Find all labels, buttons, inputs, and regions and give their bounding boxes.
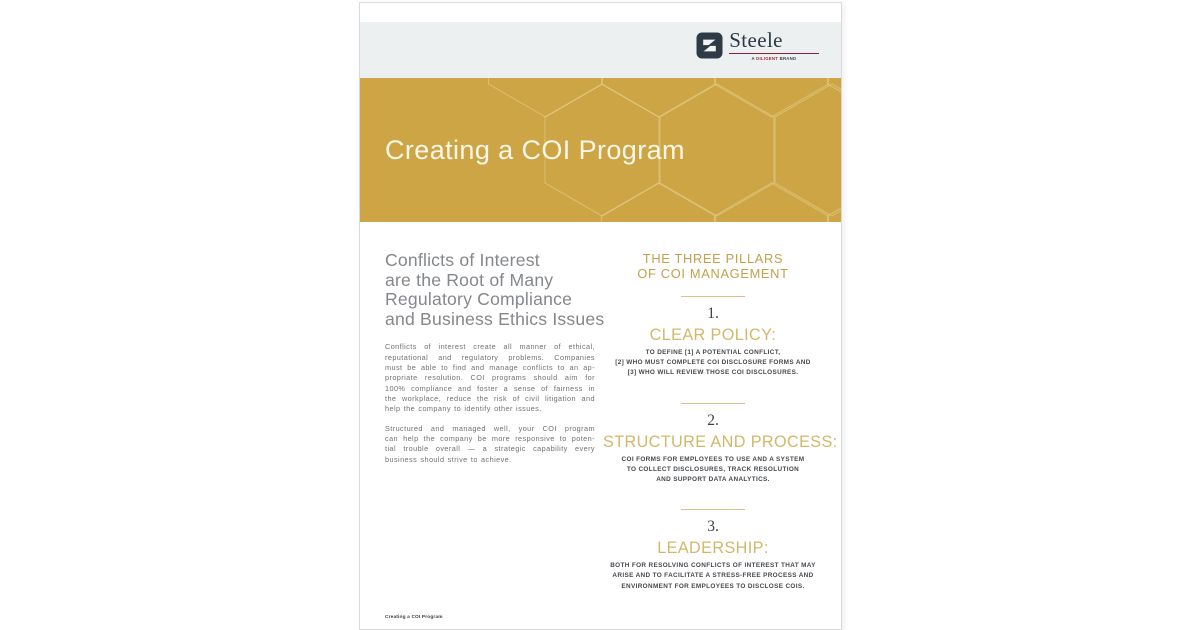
text-line: can help the company be more responsive to poten-: [385, 434, 595, 444]
pillar-description-3: [603, 561, 823, 592]
tagline-a: A: [751, 56, 757, 61]
intro-paragraph-2: [385, 424, 595, 465]
title-banner: [360, 78, 841, 222]
brand-tagline: [729, 56, 819, 61]
brand-name: Steele: [729, 28, 783, 52]
text-line: the workplace, reduce the risk of civil litigation and: [385, 394, 595, 404]
pillar-number-1: 1.: [707, 305, 719, 322]
pillar-description-1: [603, 348, 823, 379]
text-line: AND SUPPORT DATA ANALYTICS.: [656, 476, 770, 484]
text-line: COI FORMS FOR EMPLOYEES TO USE AND A SYSTEM: [621, 455, 805, 463]
heading-line: and Business Ethics Issues: [385, 308, 605, 329]
pillar-heading-3: LEADERSHIP:: [657, 539, 769, 558]
logo-text-block: [729, 28, 819, 66]
text-line: [2] WHO MUST COMPLETE COI DISCLOSURE FORMS AND: [615, 359, 811, 367]
text-line: reputational and regulatory problems. Companies: [385, 352, 595, 362]
pillars-title: [603, 252, 823, 281]
text-line: propriate resolution. COI programs should aim for: [385, 373, 595, 383]
text-line: TO DEFINE [1] A POTENTIAL CONFLICT,: [645, 349, 781, 356]
divider: [681, 296, 745, 297]
pillars-column: [603, 251, 838, 592]
intro-heading: [385, 250, 605, 329]
divider: [681, 509, 745, 510]
intro-paragraph-1: [385, 342, 595, 414]
text-line: ARISE AND TO FACILITATE A STRESS-FREE PROCESS AND: [612, 572, 814, 580]
text-line: help the company to identify other issues.: [385, 404, 542, 414]
text-line: Conflicts of interest create all manner of ethical,: [385, 342, 595, 352]
heading-line: are the Root of Many: [385, 269, 554, 290]
document-page: [359, 2, 842, 630]
brand-rule: [729, 53, 819, 54]
text-line: 100% compliance and foster a sense of fairness in: [385, 383, 595, 393]
pillar-number-3: 3.: [707, 518, 719, 536]
pillar-description-2: [603, 455, 823, 486]
pillar-heading-1: CLEAR POLICY:: [649, 326, 777, 344]
tagline-diligent: DILIGENT: [756, 56, 779, 61]
pillar-number-2: 2.: [707, 411, 719, 429]
text-line: Structured and managed well, your COI program: [385, 423, 595, 433]
steele-s-icon: [696, 32, 723, 59]
text-line: tial trouble overall — a strategic capability every: [385, 444, 595, 454]
text-line: BOTH FOR RESOLVING CONFLICTS OF INTEREST THAT MAY: [610, 562, 816, 570]
footer-title: Creating a COI Program: [385, 614, 443, 620]
pillars-title-line: OF COI MANAGEMENT: [637, 265, 789, 281]
steele-logo: [696, 28, 819, 66]
text-line: TO COLLECT DISCLOSURES, TRACK RESOLUTION: [626, 465, 800, 473]
intro-column: [385, 250, 605, 465]
divider: [681, 403, 745, 404]
text-line: ENVIRONMENT FOR EMPLOYEES TO DISCLOSE COIS.: [621, 582, 805, 590]
pillars-title-line: THE THREE PILLARS: [642, 251, 784, 266]
page-title: Creating a COI Program: [385, 135, 685, 165]
text-line: business should strive to achieve.: [385, 454, 512, 464]
tagline-brand: BRAND: [778, 56, 797, 61]
heading-line: Regulatory Compliance: [385, 289, 573, 310]
logo-band: [360, 22, 841, 78]
text-line: must be able to find and manage conflicts to an ap-: [385, 363, 595, 373]
heading-line: Conflicts of Interest: [385, 250, 540, 270]
text-line: [3] WHO WILL REVIEW THOSE COI DISCLOSURES.: [627, 369, 799, 377]
pillar-heading-2: STRUCTURE AND PROCESS:: [603, 432, 838, 451]
